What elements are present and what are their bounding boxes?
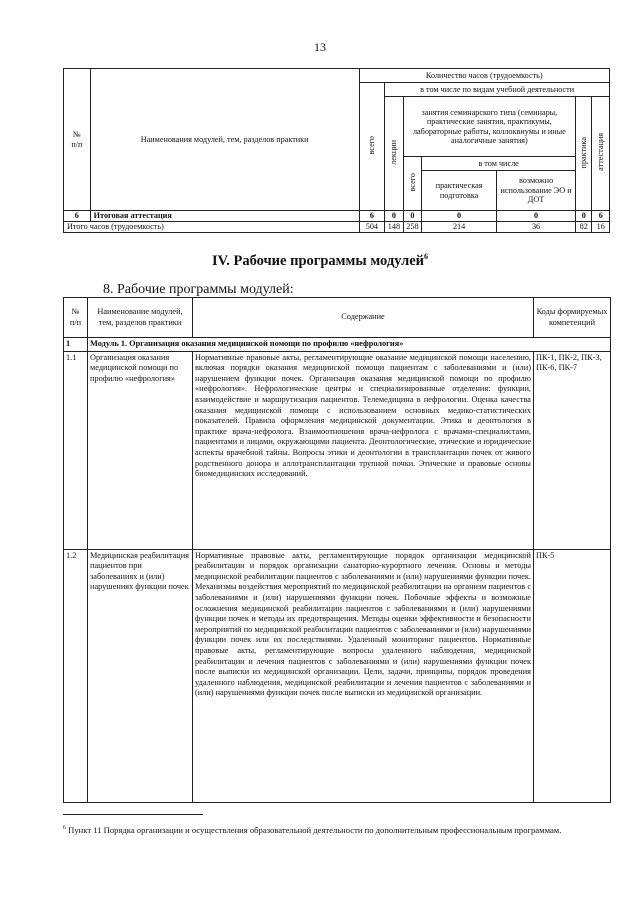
row-codes: ПК-1, ПК-2, ПК-3, ПК-6, ПК-7: [534, 351, 611, 549]
cell-total: 504: [359, 222, 385, 233]
subsection-title: 8. Рабочие программы модулей:: [103, 282, 294, 297]
module-title: Модуль 1. Организация оказания медицинской помощи по профилю «нефрология»: [88, 338, 611, 352]
row-num: 1.2: [64, 549, 88, 802]
hours-table: [63, 68, 610, 233]
col-num-header: № п/п: [64, 298, 88, 338]
col-by-type-header: в том числе по видам учебной деятельности: [385, 83, 610, 97]
cell-name: Итоговая аттестация: [90, 211, 359, 222]
row-num: 1.1: [64, 351, 88, 549]
section-title: [0, 252, 640, 270]
col-name-header: Наименования модулей, тем, разделов практики: [90, 69, 359, 211]
col-num-header: № п/п: [64, 69, 91, 211]
cell-sem-total: 0: [403, 211, 421, 222]
page-number: 13: [314, 40, 326, 54]
col-attestation-header: аттестация: [592, 97, 610, 211]
cell-practical: 0: [422, 211, 497, 222]
col-content-header: Содержание: [193, 298, 534, 338]
row-codes: ПК-5: [534, 549, 611, 802]
col-possible-eo-header: возможно использование ЭО и ДОТ: [497, 171, 576, 211]
footnote-text: Пункт 11 Порядка организации и осуществления образовательной деятельности по дополнительным профессиональным программам.: [68, 824, 562, 835]
cell-name: Итого часов (трудоемкость): [64, 222, 360, 233]
row-name: Медицинская реабилитация пациентов при заболеваниях и (или) нарушениях функции почек: [88, 549, 193, 802]
table-row: [64, 549, 611, 802]
cell-practical: 214: [422, 222, 497, 233]
cell-eo: 36: [497, 222, 576, 233]
cell-lectures: 0: [385, 211, 403, 222]
col-practice-header: практика: [576, 97, 592, 211]
section-title-text: IV. Рабочие программы модулей: [211, 252, 425, 269]
footnote-divider: [63, 814, 203, 815]
table-row: [64, 351, 611, 549]
cell-attestation: 6: [592, 211, 610, 222]
col-total-header: всего: [359, 83, 385, 211]
module-num: 1: [64, 338, 88, 352]
table-row-final-attestation: [64, 211, 610, 222]
cell-eo: 0: [497, 211, 576, 222]
row-content: Нормативные правовые акты, регламентирующие оказание медицинской помощи населению, включая порядки оказания медицинской помощи пациентам с заболеваниями и (или) нарушением функции почек. Организация оказания медицинской помощи по профилю «нефрология». Нефрологические центры и специализированные отделения: функции, взаимодействие и маршрутизация пациентов. Телемедицина в нефрологии. Оценка качества оказания медицинской помощи с использованием основных медико-статистических показателей. Правила оформления медицинской документации. Этика и деонтология в практике врача-нефролога. Взаимоотношения врача-нефролога с врачами-специалистами, пациентами и лицами, окружающими пациента. Деонтологические, этические и юридические аспекты врачебной тайны. Вопросы этики и деонтологии в трансплантации почек от живого родственного донора и аллотрансплантации трупной почки. Этические и правовые основы биомедицинских исследований.: [193, 351, 534, 549]
row-name: Организация оказания медицинской помощи по профилю «нефрология»: [88, 351, 193, 549]
col-name-header: Наименование модулей, тем, разделов практики: [88, 298, 193, 338]
cell-sem-total: 258: [403, 222, 421, 233]
programs-table: [63, 297, 611, 803]
footnote-ref: 6: [424, 252, 429, 261]
col-hours-header: Количество часов (трудоемкость): [359, 69, 609, 83]
cell-total: 6: [359, 211, 385, 222]
col-lectures-header: лекции: [385, 97, 403, 211]
table-row-total-hours: [64, 222, 610, 233]
cell-lectures: 148: [385, 222, 403, 233]
module-row: [64, 338, 611, 352]
col-codes-header: Коды формируемых компетенций: [534, 298, 611, 338]
col-practical-training-header: практическая подготовка: [422, 171, 497, 211]
col-seminar-header: занятия семинарского типа (семинары, практические занятия, практикумы, лабораторные работы, коллоквиумы и иные аналогичные занятия): [403, 97, 575, 157]
col-in-number-header: в том числе: [422, 157, 576, 171]
cell-attestation: 16: [592, 222, 610, 233]
cell-practice: 0: [576, 211, 592, 222]
footnote-mark: 6: [63, 825, 66, 831]
col-sem-total-header: всего: [403, 157, 421, 211]
footnote: [63, 823, 610, 836]
row-content: Нормативные правовые акты, регламентирующие порядок организации медицинской реабилитации и порядок организации санаторно-курортного лечения. Основы и методы медицинской реабилитации пациентов с заболеваниями и (или) нарушениями функции почек. Механизмы воздействия мероприятий по медицинской реабилитации на организм пациентов с заболеваниями и (или) нарушениями функции почек. Побочные эффекты и возможные осложнения медицинской реабилитации пациентов с заболеваниями и (или) нарушениями функции почек и методы их предотвращения. Методы оценки эффективности и безопасности мероприятий по медицинской реабилитации пациентов с заболеваниями и (или) нарушениями функции почек или их последствиями. Удаленный мониторинг пациентов. Нормативные правовые акты, регламентирующие вопросы удаленного наблюдения, медицинской реабилитации и лечения пациентов с заболеваниями и (или) нарушениями функции почек после выписки из медицинской организации. Цели, задачи, принципы, порядок проведения удаленного наблюдения, медицинской реабилитации и лечения пациентов с заболеваниями и (или) нарушениями функции почек после выписки из медицинской организации.: [193, 549, 534, 802]
cell-practice: 82: [576, 222, 592, 233]
cell-num: 6: [64, 211, 91, 222]
